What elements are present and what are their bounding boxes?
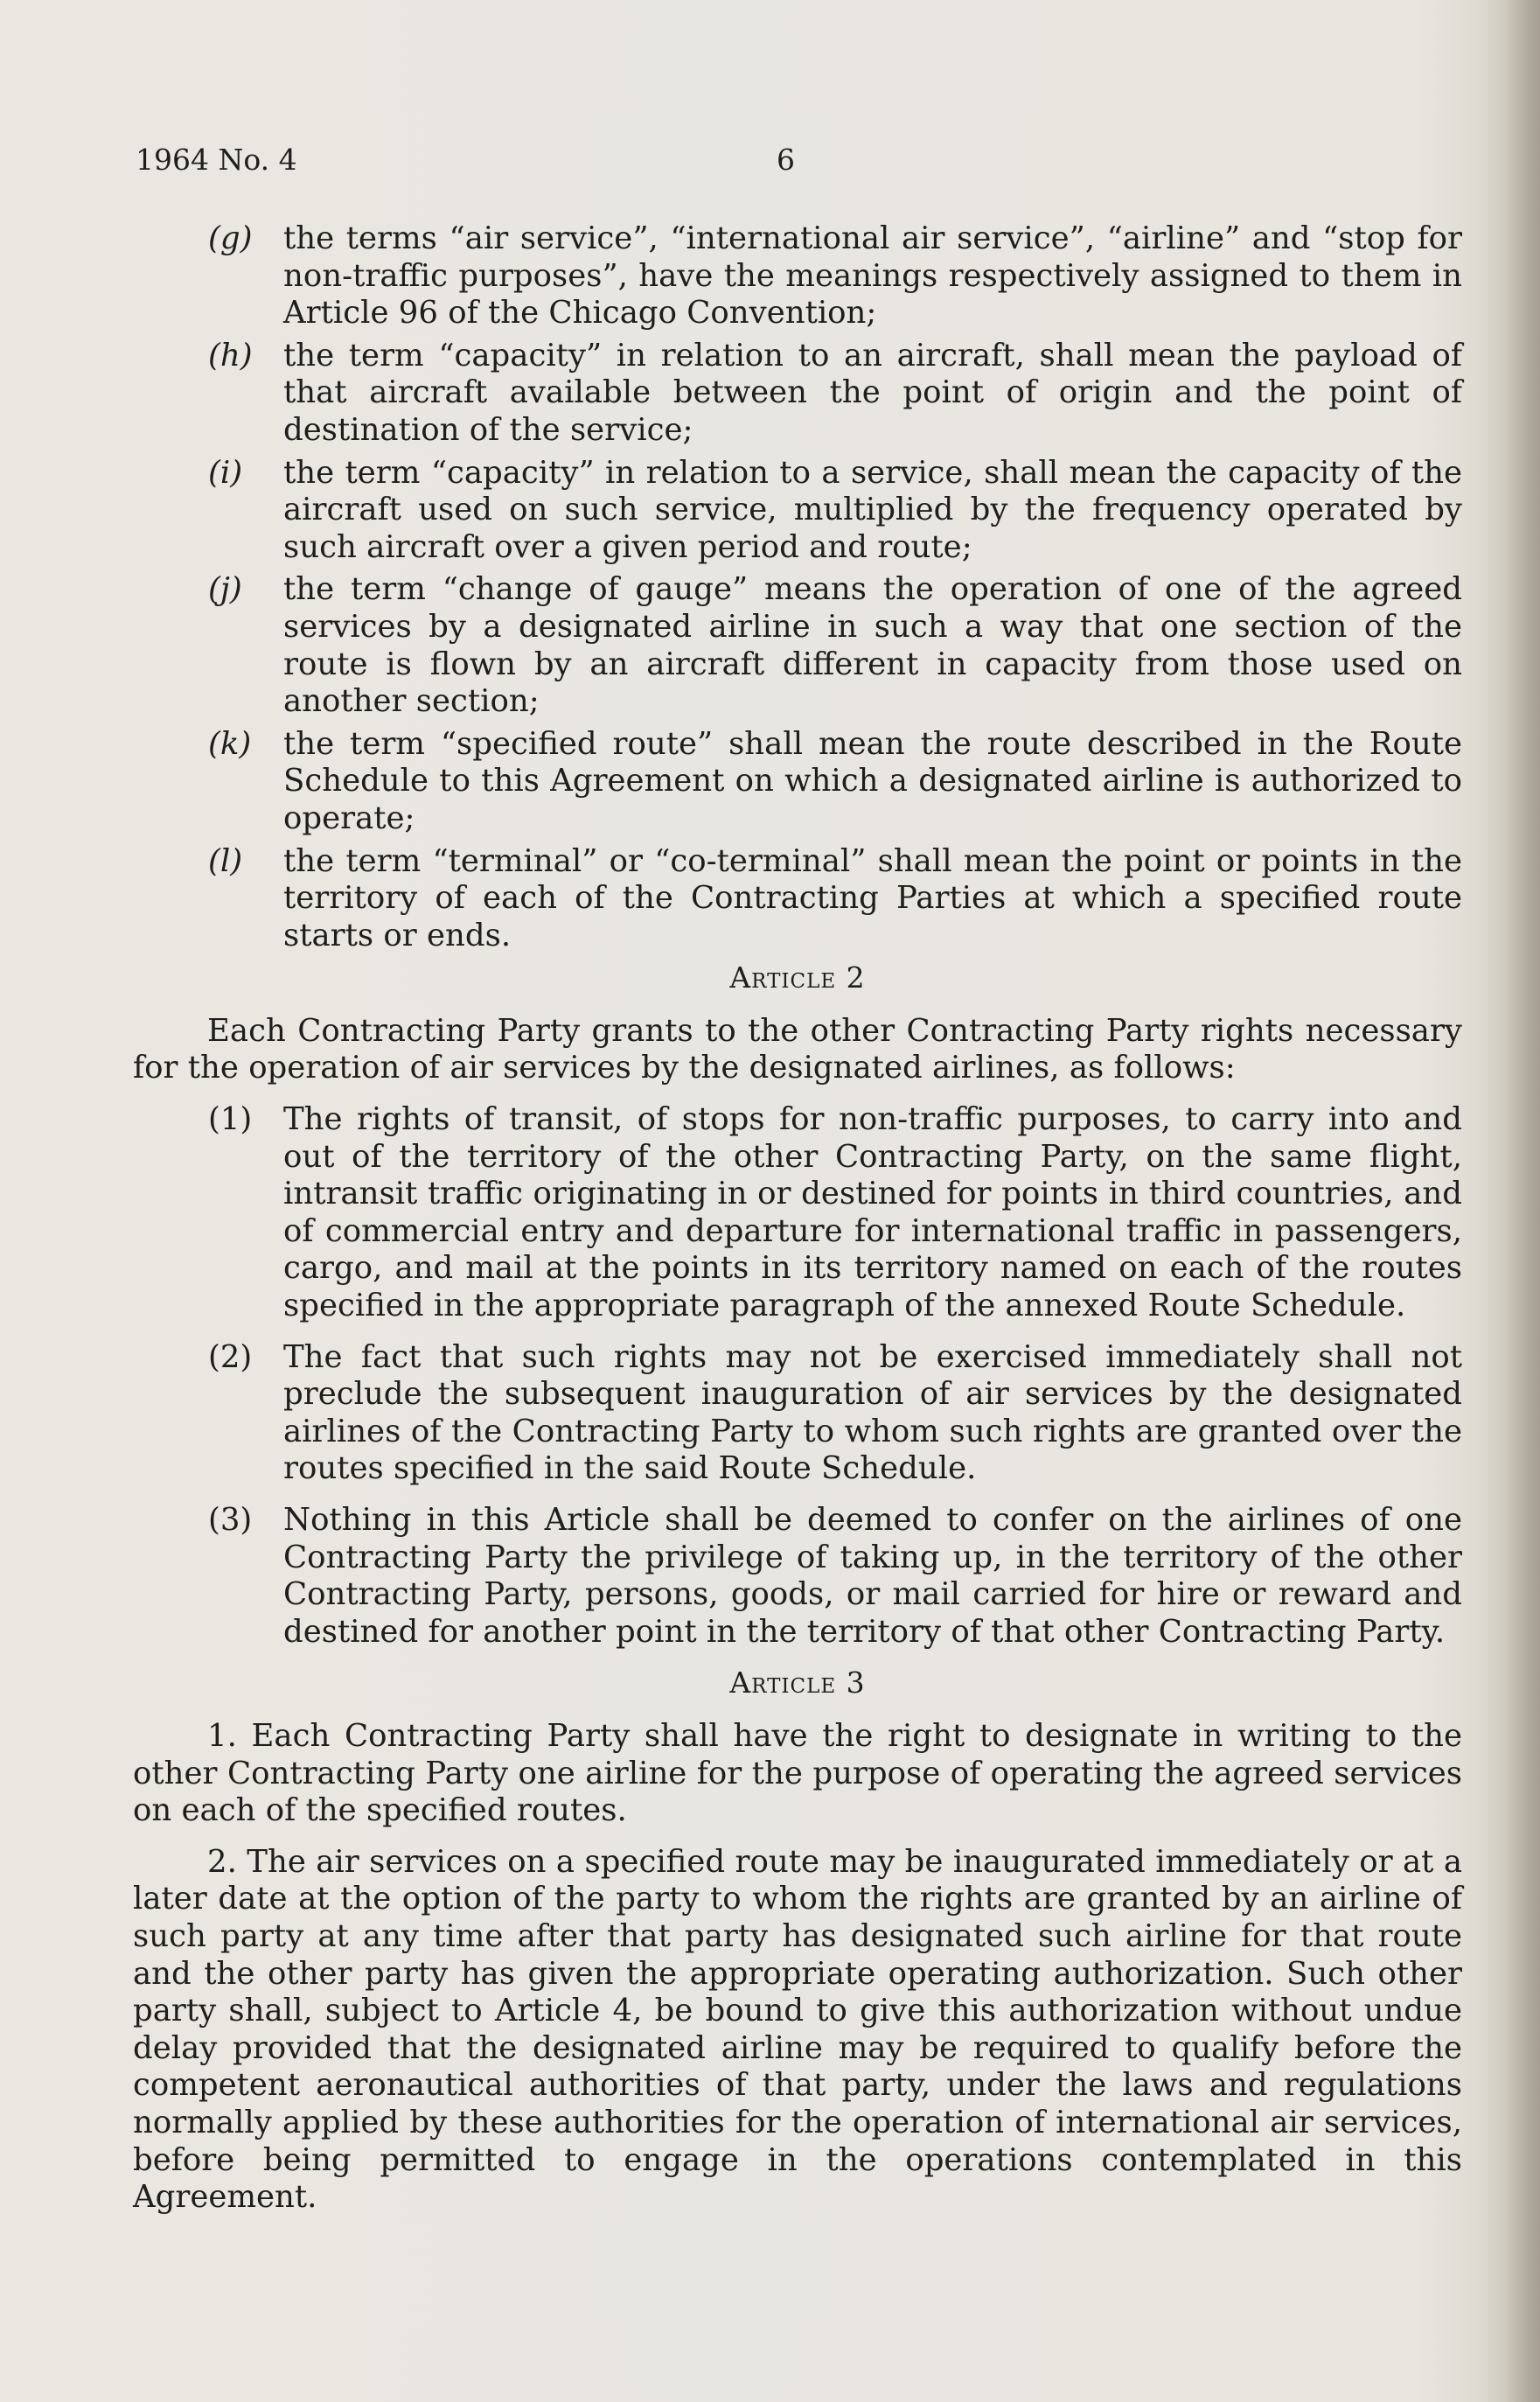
definition-l [133,843,1462,955]
article-2-heading: Article 2 [729,960,866,995]
definition-k [133,726,1462,838]
article-3-heading: Article 3 [729,1665,866,1700]
article-2-item-2 [133,1339,1462,1488]
definition-i [133,455,1462,567]
page-number: 6 [777,143,795,177]
article-3-paragraph-2: 2. The air services on a specified route may be inaugurated immediately or at a later date at the option of the party to whom the rights are granted by an airline of such party at any time after that party has designated such airline for that route and the other party has given the appropriate operating authorization. Such other party shall, subject to Article 4, be bound to give this authorization without undue delay provided that the designated airline may be required to qualify before the competent aeronautical authorities of that party, under the laws and regulations normally applied by these authorities for the operation of international air services, before being permitted to engage in the operations contemplated in this Agreement. [133,1843,1462,2216]
item-text: Nothing in this Article shall be deemed to confer on the airlines of one Contracting Party the privilege of taking up, in the territory of the other Contracting Party, persons, goods, or mail carried for hire or reward and destined for another point in the territory of that other Contracting Party. [283,1502,1462,1650]
definition-label: (h) [208,337,253,374]
definition-h [133,338,1462,450]
article-2-intro: Each Contracting Party grants to the other Contracting Party rights necessary for the operation of air services by the designated airlines, as follows: [133,1012,1462,1086]
page-binding-shadow [1505,0,1540,2402]
article-2-item-1 [133,1101,1462,1325]
definition-text: the terms “air service”, “international air service”, “airline” and “stop for non-traffic purposes”, have the meanings respectively assigned to them in Article 96 of the Chicago Convention; [283,220,1462,332]
statute-reference: 1964 No. 4 [136,143,297,177]
item-label: (1) [208,1101,253,1138]
definition-j [133,571,1462,720]
article-2-item-3 [133,1502,1462,1651]
body-text [133,220,1462,2231]
definition-text: the term “change of gauge” means the operation of one of the agreed services by a designated airline in such a way that one section of the route is flown by an aircraft different in capacity from those used on another section; [283,571,1462,720]
definition-text: the term “capacity” in relation to a service, shall mean the capacity of the aircraft used on such service, multiplied by the frequency operated by such aircraft over a given period and route; [283,454,1462,565]
definition-label: (g) [208,220,253,256]
item-label: (2) [208,1338,253,1375]
definition-label: (k) [208,725,252,762]
definition-g [133,220,1462,332]
definition-label: (l) [208,842,243,879]
item-label: (3) [208,1502,253,1538]
definition-label: (i) [208,454,243,491]
item-text: The rights of transit, of stops for non-traffic purposes, to carry into and out of the territory of the other Contracting Party, on the same flight, intransit traffic originating in or destined for points in third countries, and of commercial entry and departure for international traffic in passengers, cargo, and mail at the points in its territory named on each of the routes specified in the appropriate paragraph of the annexed Route Schedule. [283,1101,1462,1324]
definition-text: the term “capacity” in relation to an aircraft, shall mean the payload of that aircraft available between the point of origin and the point of destination of the service; [283,337,1462,448]
article-3-paragraph-1: 1. Each Contracting Party shall have the right to designate in writing to the other Contracting Party one airline for the purpose of operating the agreed services on each of the specified routes. [133,1717,1462,1829]
definition-label: (j) [208,571,242,608]
item-text: The fact that such rights may not be exercised immediately shall not preclude the subsequent inauguration of air services by the designated airlines of the Contracting Party to whom such rights are granted over the routes specified in the said Route Schedule. [283,1338,1462,1487]
definition-text: the term “terminal” or “co-terminal” shall mean the point or points in the territory of each of the Contracting Parties at which a specified route starts or ends. [283,842,1462,953]
definition-text: the term “specified route” shall mean the route described in the Route Schedule to this Agreement on which a designated airline is authorized to operate; [283,725,1462,836]
